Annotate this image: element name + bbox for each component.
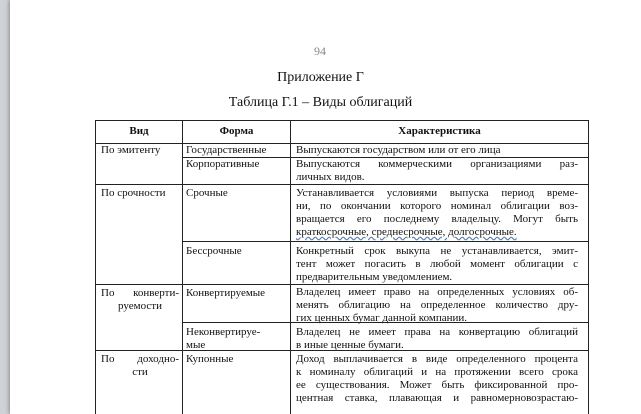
cell-vid: По доходно- сти	[101, 353, 179, 378]
cell-characteristic: Владелец не имеет права на конвертацию облигаций в иные ценные бумаги.	[296, 326, 578, 351]
cell-characteristic: Выпускаются коммерческими организациями раз- личных видов.	[296, 158, 578, 183]
header-characteristic: Характеристика	[398, 125, 481, 137]
table-title: Таблица Г.1 – Виды облигаций	[228, 95, 413, 110]
cell-vid: По конверти- руемости	[101, 287, 179, 312]
cell-vid: По срочности	[101, 187, 166, 199]
cell-characteristic: Конкретный срок выкупа не устанавливается, эмит- тент может погасить в любой момент облигации с предварительным уведомлением.	[296, 245, 578, 283]
appendix-title: Приложение Г	[277, 70, 364, 85]
cell-forma: Неконвертируе- мые	[186, 326, 261, 351]
cell-characteristic: Устанавливается условиями выпуска период време- ни, по окончании которого номинал облигации воз- вращается его последнему владельцу. Могут быть краткосрочные, среднесрочные, долгосрочные.	[296, 187, 578, 238]
cell-forma: Корпоративные	[186, 158, 260, 170]
cell-vid: По эмитенту	[101, 144, 161, 156]
cell-characteristic: Владелец имеет право на определенных условиях об- менять облигацию на определенное количество дру- гих ценных бумаг данной компании.	[296, 286, 578, 324]
header-vid: Вид	[129, 125, 149, 137]
header-forma: Форма	[219, 125, 254, 137]
cell-forma: Срочные	[186, 187, 228, 199]
cell-forma: Купонные	[186, 353, 234, 365]
cell-characteristic: Выпускаются государством или от его лица	[296, 144, 501, 156]
cell-forma: Государственные	[186, 144, 267, 156]
cell-forma: Конвертируемые	[186, 287, 266, 299]
cell-forma: Бессрочные	[186, 245, 242, 257]
cell-characteristic: Доход выплачивается в виде определенного процента к номиналу облигаций и на протяжении всего срока ее существования. Может быть фиксированной про- центная ставка, плавающая и равномерновозрастаю-	[296, 353, 578, 404]
page-number: 94	[314, 44, 326, 58]
